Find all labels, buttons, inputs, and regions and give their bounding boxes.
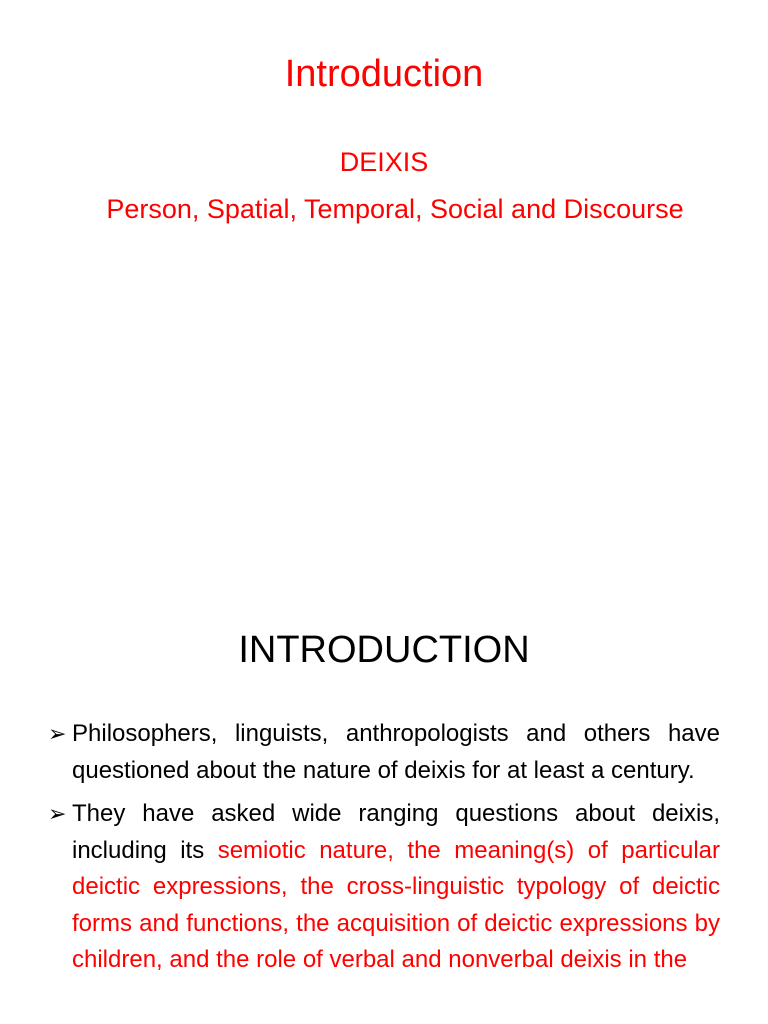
arrow-bullet-icon: ➢ [48, 801, 67, 826]
bullet-item [48, 716, 720, 789]
arrow-bullet-icon: ➢ [48, 721, 67, 746]
bullet-item [48, 796, 720, 979]
slide-title: INTRODUCTION [238, 629, 530, 671]
slide-subtitle-deixis: DEIXIS [339, 147, 429, 177]
bullet-list [48, 716, 720, 986]
slide-subtitle-types: Person, Spatial, Temporal, Social and Discourse [106, 194, 684, 224]
slide-title: Introduction [284, 53, 484, 95]
bullet-text: Philosophers, linguists, anthropologists and others have questioned about the nature of deixis for at least a century. [72, 720, 720, 784]
bullet-highlight-text: semiotic nature, the meaning(s) of particular deictic expressions, the cross-linguistic typology of deictic forms and functions, the acquisition of deictic expressions by children, and the role of verbal and nonverbal deixis in the [72, 836, 720, 973]
bullet-text: They have asked wide ranging questions about deixis, including its [72, 800, 720, 864]
slide-introduction-content [0, 576, 768, 1024]
